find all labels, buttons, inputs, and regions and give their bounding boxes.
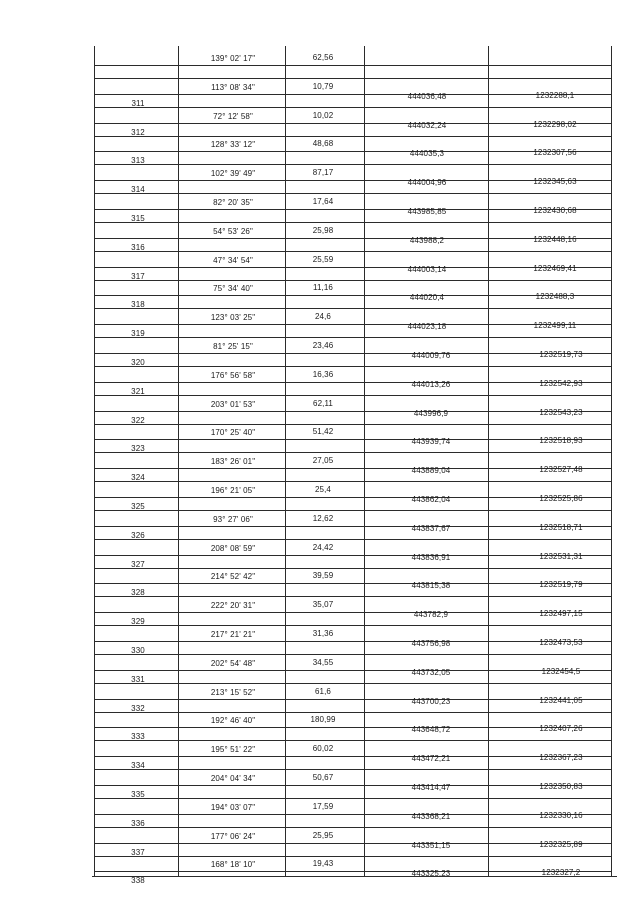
segment-length: 16,36 xyxy=(312,369,334,379)
column-divider xyxy=(488,46,489,876)
coordinate-y: 1232519,73 xyxy=(539,350,583,359)
row-line xyxy=(94,568,612,569)
direction-angle: 222° 20' 31" xyxy=(210,601,256,611)
coordinate-x: 443988,2 xyxy=(409,235,445,245)
segment-length: 12,62 xyxy=(312,513,334,523)
coordinate-y: 1232350,83 xyxy=(539,782,583,791)
segment-length: 87,17 xyxy=(312,168,334,178)
coordinate-y: 1232325,89 xyxy=(539,839,583,849)
coordinate-x: 443836,91 xyxy=(411,552,451,562)
coordinate-x: 443472,21 xyxy=(411,754,451,764)
coordinate-y: 1232345,63 xyxy=(533,177,577,187)
direction-angle: 170° 25' 40" xyxy=(210,428,256,438)
column-divider xyxy=(364,46,365,876)
coordinate-x: 444013,26 xyxy=(411,379,451,389)
direction-angle: 204° 04' 34" xyxy=(210,774,256,783)
direction-angle: 139° 02' 17" xyxy=(210,54,256,63)
direction-angle: 82° 20' 35" xyxy=(213,198,253,207)
row-line xyxy=(94,596,612,597)
row-line xyxy=(94,798,612,799)
coordinate-x: 444020,4 xyxy=(409,293,445,303)
coordinate-y: 1232525,86 xyxy=(539,494,583,503)
coordinate-x: 444023,18 xyxy=(407,322,447,332)
coordinate-y: 1232430,68 xyxy=(533,206,577,215)
coordinate-x: 443889,04 xyxy=(411,466,451,476)
row-line xyxy=(94,856,612,857)
segment-length: 19,43 xyxy=(312,859,334,869)
segment-length: 50,67 xyxy=(312,773,334,782)
direction-angle: 192° 46' 40" xyxy=(210,716,256,726)
coordinate-y: 1232298,02 xyxy=(533,119,577,129)
point-number: 315 xyxy=(131,214,145,223)
direction-angle: 113° 08' 34" xyxy=(211,82,255,92)
point-number: 330 xyxy=(131,646,145,655)
row-line xyxy=(94,395,612,396)
row-line xyxy=(94,641,612,642)
coordinate-y: 1232543,23 xyxy=(539,407,583,417)
row-line xyxy=(94,843,612,844)
direction-angle: 176° 56' 58" xyxy=(210,370,256,380)
point-number: 314 xyxy=(131,185,145,195)
row-line xyxy=(94,510,612,511)
segment-length: 24,42 xyxy=(312,542,334,552)
coordinate-x: 443368,21 xyxy=(411,811,451,821)
segment-length: 62,56 xyxy=(312,53,334,62)
coordinate-y: 1232407,26 xyxy=(539,724,583,734)
point-number: 317 xyxy=(131,271,145,281)
row-line xyxy=(94,683,612,684)
direction-angle: 214° 52' 42" xyxy=(210,572,256,582)
row-line xyxy=(94,670,612,671)
row-line xyxy=(94,814,612,815)
coordinate-x: 443862,04 xyxy=(411,495,451,504)
point-number: 334 xyxy=(131,761,145,771)
coordinate-y: 1232367,23 xyxy=(539,753,583,763)
coordinate-y: 1232499,11 xyxy=(533,321,577,331)
row-line xyxy=(94,555,612,556)
segment-length: 25,4 xyxy=(315,485,331,494)
direction-angle: 195° 51' 22" xyxy=(210,745,256,755)
coordinate-x: 443648,72 xyxy=(411,725,451,735)
point-number: 311 xyxy=(131,98,145,108)
coordinate-x: 443996,9 xyxy=(413,408,449,418)
row-line xyxy=(94,439,612,440)
direction-angle: 208° 08' 59" xyxy=(210,543,256,553)
segment-length: 61,6 xyxy=(315,686,331,696)
coordinate-x: 443782,9 xyxy=(413,610,449,620)
direction-angle: 202° 54' 48" xyxy=(210,658,256,668)
point-number: 312 xyxy=(131,127,145,137)
direction-angle: 102° 39' 49" xyxy=(210,169,256,179)
segment-length: 25,98 xyxy=(312,225,334,235)
direction-angle: 93° 27' 06" xyxy=(213,514,253,524)
point-number: 323 xyxy=(131,444,145,454)
row-line xyxy=(94,625,612,626)
coordinate-y: 1232454,5 xyxy=(541,666,581,676)
segment-length: 25,59 xyxy=(312,254,334,264)
row-line xyxy=(94,353,612,354)
point-number: 329 xyxy=(131,617,145,627)
row-line xyxy=(94,382,612,383)
row-line xyxy=(94,411,612,412)
coordinate-x: 443351,15 xyxy=(411,840,451,850)
direction-angle: 183° 26' 01" xyxy=(210,457,256,467)
coordinate-x: 443837,67 xyxy=(411,523,451,533)
segment-length: 39,59 xyxy=(312,571,334,581)
row-line xyxy=(94,756,612,757)
coordinate-x: 443414,47 xyxy=(411,783,451,792)
coordinate-x: 443939,74 xyxy=(411,437,451,447)
segment-length: 51,42 xyxy=(312,427,334,437)
row-line xyxy=(94,539,612,540)
coordinate-y: 1232448,16 xyxy=(533,234,577,244)
row-line xyxy=(94,727,612,728)
segment-length: 27,05 xyxy=(312,456,334,466)
direction-angle: 123° 03' 25" xyxy=(210,313,256,323)
row-line xyxy=(94,481,612,482)
point-number: 319 xyxy=(131,329,145,339)
direction-angle: 168° 18' 10" xyxy=(210,860,256,870)
coordinate-x: 443325,23 xyxy=(411,869,451,879)
coordinate-y: 1232518,93 xyxy=(539,436,583,446)
segment-length: 48,68 xyxy=(312,139,334,149)
segment-length: 60,02 xyxy=(312,744,334,754)
column-divider xyxy=(611,46,612,876)
coordinate-y: 1232441,05 xyxy=(539,695,583,705)
row-line xyxy=(94,94,612,95)
coordinate-y: 1232330,16 xyxy=(539,810,583,820)
point-number: 338 xyxy=(131,876,145,886)
segment-length: 10,02 xyxy=(312,110,334,120)
point-number: 332 xyxy=(131,703,145,713)
segment-length: 10,79 xyxy=(312,81,334,91)
direction-angle: 81° 25' 15" xyxy=(213,342,253,351)
segment-length: 17,64 xyxy=(312,197,334,206)
row-line xyxy=(94,295,612,296)
row-line xyxy=(94,740,612,741)
segment-length: 31,36 xyxy=(312,629,334,638)
point-number: 318 xyxy=(131,300,145,310)
coordinate-x: 443985,85 xyxy=(407,207,447,216)
point-number: 324 xyxy=(131,473,145,483)
direction-angle: 72° 12' 58" xyxy=(213,111,253,121)
direction-angle: 194° 03' 07" xyxy=(210,802,256,812)
coordinate-x: 443700,23 xyxy=(411,696,451,706)
direction-angle: 128° 33' 12" xyxy=(210,140,256,150)
coordinate-x: 444036,48 xyxy=(407,91,447,101)
row-line xyxy=(94,612,612,613)
point-number: 316 xyxy=(131,242,145,252)
row-line xyxy=(94,452,612,453)
row-line xyxy=(94,251,612,252)
segment-length: 35,07 xyxy=(312,600,334,610)
direction-angle: 54° 53' 26" xyxy=(213,226,253,236)
row-line xyxy=(94,654,612,655)
direction-angle: 47° 34' 54" xyxy=(213,255,253,265)
point-number: 321 xyxy=(131,386,145,396)
row-line xyxy=(94,366,612,367)
row-line xyxy=(94,526,612,527)
row-line xyxy=(94,699,612,700)
point-number: 333 xyxy=(131,732,145,742)
point-number: 337 xyxy=(131,847,145,857)
column-divider xyxy=(94,46,95,876)
coordinate-x: 444035,3 xyxy=(409,149,445,159)
row-line xyxy=(94,583,612,584)
coordinate-y: 1232497,15 xyxy=(539,609,583,619)
segment-length: 34,55 xyxy=(312,657,334,667)
point-number: 336 xyxy=(131,818,145,828)
row-line xyxy=(94,65,612,66)
row-line xyxy=(94,337,612,338)
point-number: 320 xyxy=(131,358,145,367)
coordinate-x: 444032,24 xyxy=(407,120,447,130)
row-line xyxy=(94,785,612,786)
row-line xyxy=(94,769,612,770)
coordinate-y: 1232531,31 xyxy=(539,551,583,561)
column-divider xyxy=(178,46,179,876)
coordinate-x: 444003,14 xyxy=(407,264,447,274)
coordinate-x: 443756,98 xyxy=(411,639,451,648)
coordinate-y: 1232327,2 xyxy=(541,868,581,878)
coordinate-y: 1232527,48 xyxy=(539,465,583,475)
coordinate-y: 1232288,1 xyxy=(535,90,575,100)
column-divider xyxy=(285,46,286,876)
point-number: 327 xyxy=(131,559,145,569)
direction-angle: 217° 21' 21" xyxy=(210,630,256,639)
point-number: 331 xyxy=(131,674,145,684)
coordinate-y: 1232518,71 xyxy=(539,522,583,532)
coordinate-x: 443815,38 xyxy=(411,581,451,591)
row-line xyxy=(94,193,612,194)
segment-length: 24,6 xyxy=(315,312,331,322)
point-number: 325 xyxy=(131,502,145,511)
row-line xyxy=(94,468,612,469)
row-line xyxy=(94,78,612,79)
row-line xyxy=(94,712,612,713)
row-line xyxy=(94,107,612,108)
row-line xyxy=(94,280,612,281)
row-line xyxy=(94,136,612,137)
segment-length: 25,95 xyxy=(312,830,334,840)
direction-angle: 75° 34' 40" xyxy=(213,284,253,294)
coordinate-y: 1232469,41 xyxy=(533,263,577,273)
coordinate-y: 1232488,3 xyxy=(535,292,575,302)
segment-length: 17,59 xyxy=(312,801,334,811)
row-line xyxy=(94,308,612,309)
segment-length: 62,11 xyxy=(313,398,333,408)
row-line xyxy=(94,827,612,828)
direction-angle: 177° 06' 24" xyxy=(210,831,256,841)
row-line xyxy=(94,497,612,498)
coordinate-y: 1232542,93 xyxy=(539,378,583,388)
coordinate-x: 443732,05 xyxy=(411,667,451,677)
point-number: 335 xyxy=(131,790,145,799)
coordinate-y: 1232473,53 xyxy=(539,638,583,647)
coordinate-x: 444009,76 xyxy=(411,351,451,360)
row-line xyxy=(94,164,612,165)
segment-length: 11,16 xyxy=(313,283,333,293)
table-bottom-border xyxy=(92,876,617,877)
point-number: 326 xyxy=(131,530,145,540)
direction-angle: 203° 01' 53" xyxy=(210,399,256,409)
direction-angle: 213° 15' 52" xyxy=(210,687,256,697)
point-number: 328 xyxy=(131,588,145,598)
row-line xyxy=(94,424,612,425)
coordinate-y: 1232519,79 xyxy=(539,580,583,590)
row-line xyxy=(94,871,612,872)
coordinate-x: 444004,96 xyxy=(407,178,447,188)
row-line xyxy=(94,222,612,223)
direction-angle: 196° 21' 05" xyxy=(210,486,256,495)
segment-length: 23,46 xyxy=(312,341,334,350)
coordinate-y: 1232307,56 xyxy=(533,148,577,158)
point-number: 313 xyxy=(131,156,145,166)
point-number: 322 xyxy=(131,415,145,425)
segment-length: 180,99 xyxy=(310,715,336,725)
